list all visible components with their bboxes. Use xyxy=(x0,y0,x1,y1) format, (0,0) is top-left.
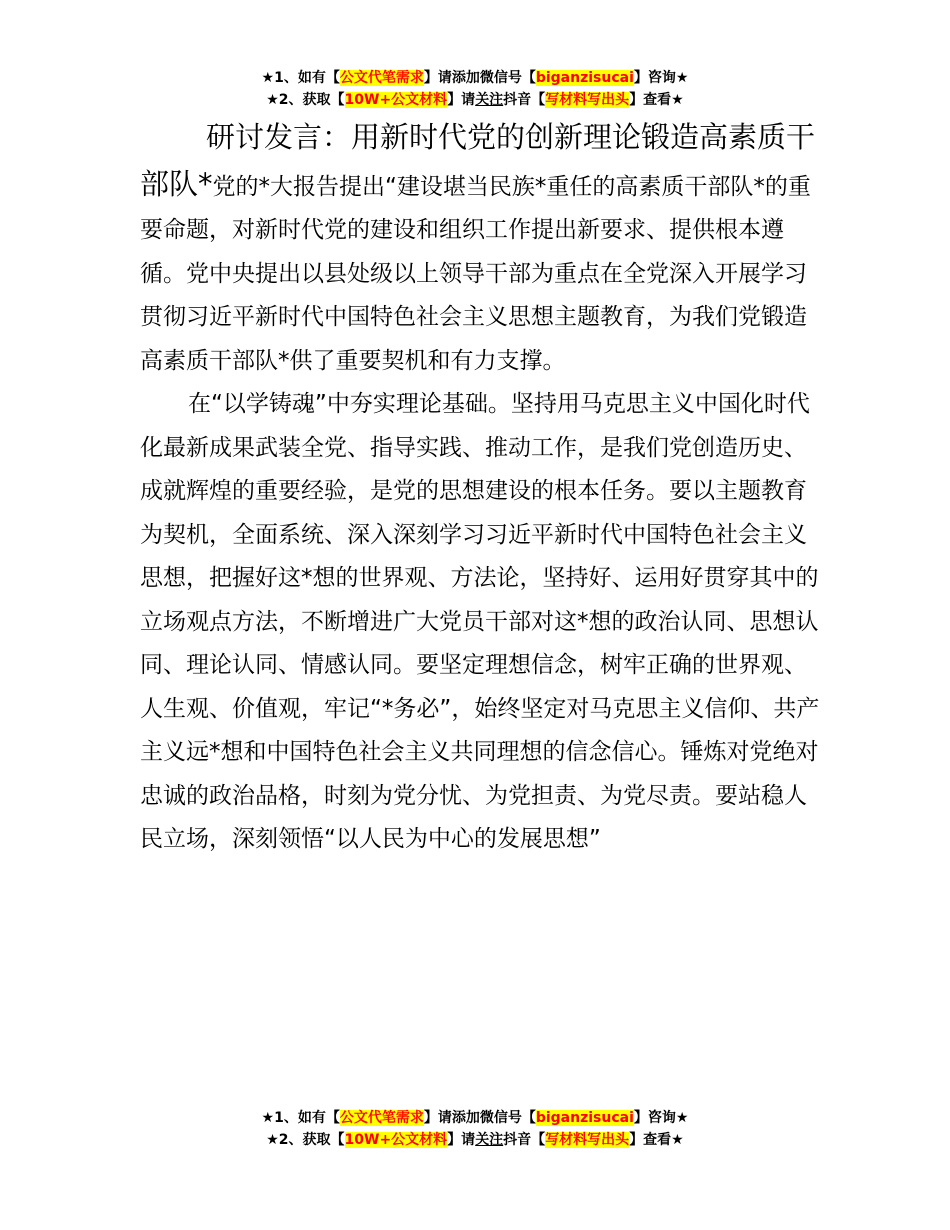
banner-text: 】请 xyxy=(423,70,452,86)
banner-highlight: 10W+公文材料 xyxy=(344,92,448,108)
banner-text: ★1、如有【 xyxy=(261,1110,340,1126)
paragraph-1 xyxy=(140,116,820,383)
banner-highlight: 公文代笔需求 xyxy=(339,1110,424,1126)
banner-emphasis: 关注 xyxy=(475,1132,504,1148)
banner-text: 】咨询★ xyxy=(633,70,689,86)
banner-highlight: 公文代笔需求 xyxy=(339,70,424,86)
banner-text: ★2、获取【 xyxy=(266,92,345,108)
footer-banner xyxy=(0,1107,950,1151)
banner-text: 微信号【 xyxy=(479,1110,536,1126)
paragraph-2: 在“以学铸魂”中夯实理论基础。坚持用马克思主义中国化时代化最新成果武装全党、指导实践、推动工作，是我们党创造历史、成就辉煌的重要经验，是党的思想建设的根本任务。要以主题教育为契机，全面系统、深入深刻学习习近平新时代中国特色社会主义思想，把握好这*想的世界观、方法论，坚持好、运用好贯穿其中的立场观点方法，不断增进广大党员干部对这*想的政治认同、思想认同、理论认同、情感认同。要坚定理想信念，树牢正确的世界观、人生观、价值观，牢记“*务必”，始终坚定对马克思主义信仰、共产主义远*想和中国特色社会主义共同理想的信念信心。锤炼对党绝对忠诚的政治品格，时刻为党分忧、为党担责、为党尽责。要站稳人民立场，深刻领悟“以人民为中心的发展思想” xyxy=(140,391,820,852)
banner-text: 】查看★ xyxy=(629,92,684,108)
banner-text: 】咨询★ xyxy=(633,1110,689,1126)
banner-text: 】查看★ xyxy=(629,1132,684,1148)
banner-text: 抖音【 xyxy=(503,92,546,108)
banner-text: 】请 xyxy=(423,1110,452,1126)
document-title: 研讨发言：用新时代党的创新理论锻造高素质干部队* xyxy=(140,120,816,201)
banner-line-1 xyxy=(0,1107,950,1129)
banner-text: 】请 xyxy=(447,92,476,108)
banner-highlight: 10W+公文材料 xyxy=(344,1132,448,1148)
banner-line-2 xyxy=(0,89,950,111)
document-body xyxy=(140,116,820,862)
banner-wechat-id: biganzisucai xyxy=(535,70,634,86)
banner-text: ★1、如有【 xyxy=(261,70,340,86)
banner-wechat-id: biganzisucai xyxy=(535,1110,634,1126)
banner-douyin-id: 写材料写出头 xyxy=(545,92,630,108)
banner-douyin-id: 写材料写出头 xyxy=(545,1132,630,1148)
banner-line-1 xyxy=(0,67,950,89)
banner-text: ★2、获取【 xyxy=(266,1132,345,1148)
banner-line-2 xyxy=(0,1129,950,1151)
banner-text: 】请 xyxy=(447,1132,476,1148)
banner-emphasis: 添加 xyxy=(451,70,480,86)
banner-emphasis: 添加 xyxy=(451,1110,480,1126)
banner-text: 抖音【 xyxy=(503,1132,546,1148)
banner-emphasis: 关注 xyxy=(475,92,504,108)
banner-text: 微信号【 xyxy=(479,70,536,86)
paragraph-1-text: 党的*大报告提出“建设堪当民族*重任的高素质干部队*的重要命题，对新时代党的建设和组织工作提出新要求、提供根本遵循。党中央提出以县处级以上领导干部为重点在全党深入开展学习贯彻习近平新时代中国特色社会主义思想主题教育，为我们党锻造高素质干部队*供了重要契机和有力支撑。 xyxy=(140,173,811,374)
header-banner xyxy=(0,67,950,111)
